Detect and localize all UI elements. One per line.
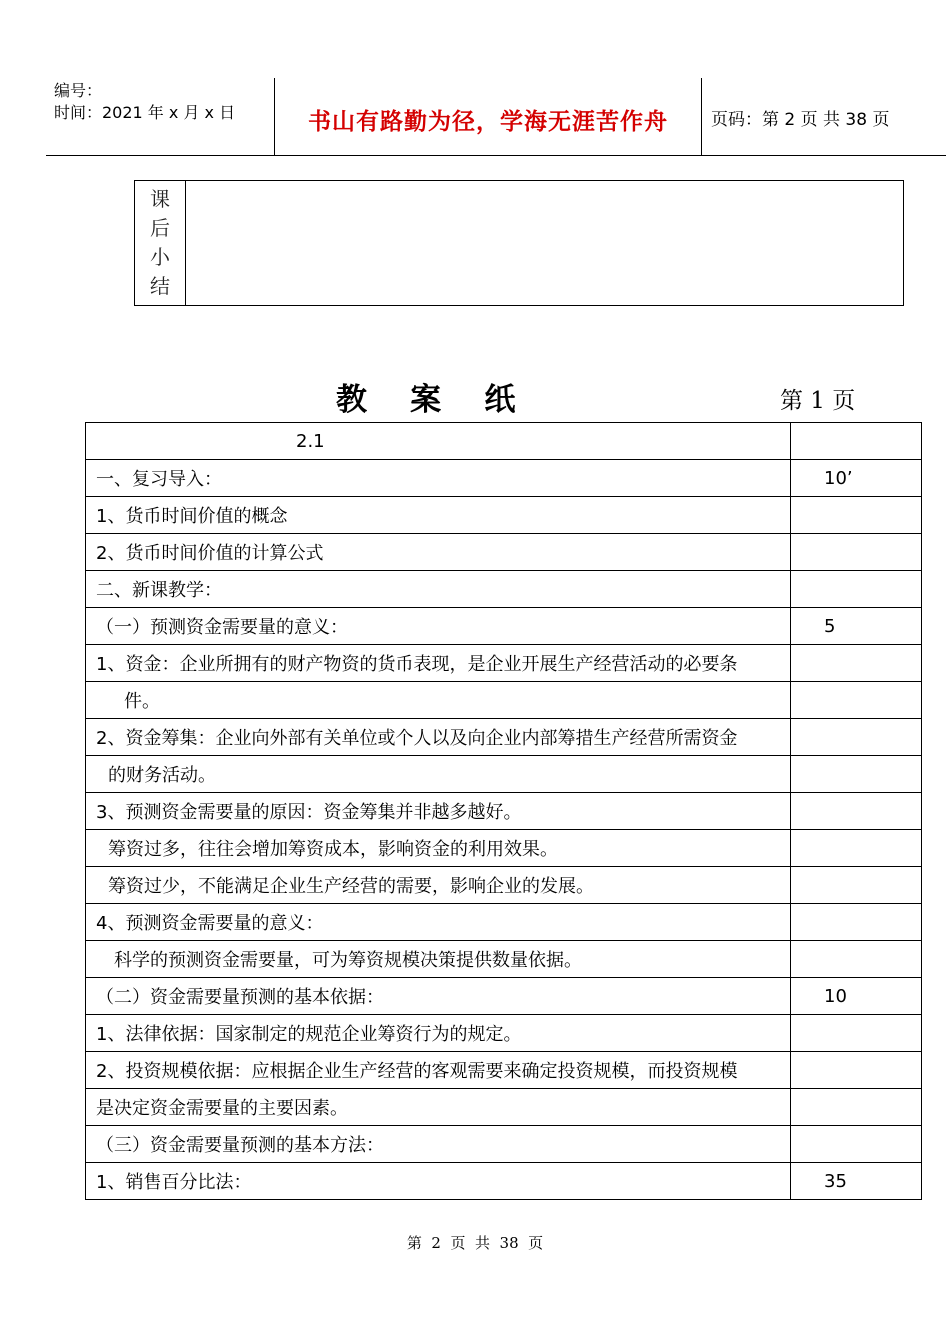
summary-label [135, 181, 186, 305]
time-cell [791, 867, 922, 904]
time-cell: 35 [791, 1163, 922, 1200]
content-cell: 2、投资规模依据：应根据企业生产经营的客观需要来确定投资规模，而投资规模 [86, 1052, 791, 1089]
table-row [86, 1163, 922, 1200]
page-title: 教 案 纸 [336, 382, 516, 418]
after-class-summary-box [134, 180, 904, 306]
header-motto: 书山有路勤为径，学海无涯苦作舟 [308, 109, 668, 135]
content-cell: 1、销售百分比法： [86, 1163, 791, 1200]
summary-label-char: 后 [150, 216, 170, 240]
time-cell [791, 756, 922, 793]
content-cell: 筹资过少，不能满足企业生产经营的需要，影响企业的发展。 [86, 867, 791, 904]
page-footer: 第 2 页 共 38 页 [406, 1234, 544, 1252]
content-cell: 1、货币时间价值的概念 [86, 497, 791, 534]
content-cell: 科学的预测资金需要量，可为筹资规模决策提供数量依据。 [86, 941, 791, 978]
table-row [86, 1015, 922, 1052]
lesson-plan-table [85, 422, 922, 1200]
table-row [86, 830, 922, 867]
time-cell: 5 [791, 608, 922, 645]
page-label: 第 1 页 [780, 388, 856, 414]
time-cell [791, 904, 922, 941]
table-row [86, 904, 922, 941]
time-cell [791, 1015, 922, 1052]
content-cell: 件。 [86, 682, 791, 719]
table-row [86, 1126, 922, 1163]
table-row [86, 756, 922, 793]
content-cell: 二、新课教学： [86, 571, 791, 608]
content-cell: 的财务活动。 [86, 756, 791, 793]
table-row [86, 978, 922, 1015]
content-cell: 筹资过多，往往会增加筹资成本，影响资金的利用效果。 [86, 830, 791, 867]
header-meta [54, 80, 235, 124]
table-row [86, 867, 922, 904]
table-row [86, 793, 922, 830]
time-cell [791, 423, 922, 460]
content-cell: 2、资金筹集：企业向外部有关单位或个人以及向企业内部筹措生产经营所需资金 [86, 719, 791, 756]
content-cell: （一）预测资金需要量的意义： [86, 608, 791, 645]
time-cell [791, 793, 922, 830]
content-cell: 1、法律依据：国家制定的规范企业筹资行为的规定。 [86, 1015, 791, 1052]
time-label: 时间：2021 年 x 月 x 日 [54, 103, 236, 122]
time-cell [791, 1126, 922, 1163]
time-cell [791, 941, 922, 978]
time-cell [791, 571, 922, 608]
time-cell [791, 719, 922, 756]
time-cell [791, 830, 922, 867]
content-cell: 4、预测资金需要量的意义： [86, 904, 791, 941]
table-row [86, 571, 922, 608]
content-cell: 是决定资金需要量的主要因素。 [86, 1089, 791, 1126]
table-row [86, 719, 922, 756]
time-cell [791, 497, 922, 534]
time-cell [791, 1052, 922, 1089]
time-cell [791, 1089, 922, 1126]
document-header [46, 78, 946, 156]
table-row [86, 941, 922, 978]
table-row [86, 497, 922, 534]
content-cell: （三）资金需要量预测的基本方法： [86, 1126, 791, 1163]
content-cell: 3、预测资金需要量的原因：资金筹集并非越多越好。 [86, 793, 791, 830]
table-row [86, 1089, 922, 1126]
summary-label-char: 结 [150, 274, 170, 298]
content-cell: 1、资金：企业所拥有的财产物资的货币表现，是企业开展生产经营活动的必要条 [86, 645, 791, 682]
content-cell: （二）资金需要量预测的基本依据： [86, 978, 791, 1015]
content-cell: 2.1 [86, 423, 791, 460]
content-cell: 一、复习导入： [86, 460, 791, 497]
table-row [86, 1052, 922, 1089]
summary-label-char: 小 [150, 245, 170, 269]
header-page-info: 页码：第 2 页 共 38 页 [711, 110, 890, 130]
time-cell [791, 645, 922, 682]
table-row [86, 682, 922, 719]
summary-label-char: 课 [150, 187, 170, 211]
number-label: 编号： [54, 81, 103, 100]
table-row [86, 608, 922, 645]
table-row [86, 645, 922, 682]
time-cell [791, 682, 922, 719]
table-row [86, 534, 922, 571]
time-cell: 10’ [791, 460, 922, 497]
content-cell: 2、货币时间价值的计算公式 [86, 534, 791, 571]
time-cell [791, 534, 922, 571]
table-row [86, 460, 922, 497]
header-divider [701, 78, 702, 155]
time-cell: 10 [791, 978, 922, 1015]
table-row [86, 423, 922, 460]
